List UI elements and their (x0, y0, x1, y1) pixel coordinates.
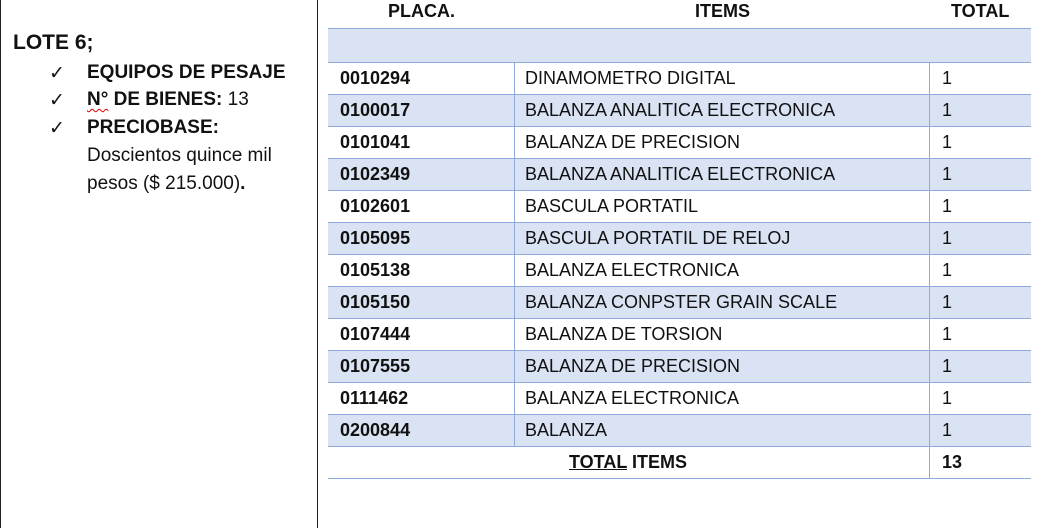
item-cell: BALANZA CONPSTER GRAIN SCALE (525, 292, 838, 312)
total-cell: 1 (942, 260, 953, 280)
total-cell: 1 (942, 356, 953, 376)
item-cell: BALANZA ANALITICA ELECTRONICA (525, 100, 836, 120)
column-separator (929, 447, 930, 478)
placa-cell: 0100017 (340, 100, 411, 120)
total-cell: 1 (942, 388, 953, 408)
column-separator (514, 319, 515, 350)
total-cell: 1 (942, 196, 953, 216)
item-cell: BASCULA PORTATIL (525, 196, 699, 216)
header-total: TOTAL (951, 1, 1010, 21)
precio-amount: pesos ($ 215.000) (87, 173, 241, 194)
checkmark-icon: ✓ (49, 63, 65, 84)
column-separator (929, 287, 930, 318)
placa-cell: 0105095 (340, 228, 411, 248)
table-row (328, 223, 1031, 255)
total-cell: 1 (942, 68, 953, 88)
item-cell: BASCULA PORTATIL DE RELOJ (525, 228, 791, 248)
table-row (328, 351, 1031, 383)
placa-cell: 0107555 (340, 356, 411, 376)
column-divider (317, 0, 318, 528)
placa-cell: 0105150 (340, 292, 411, 312)
table-row (328, 319, 1031, 351)
column-separator (929, 191, 930, 222)
column-separator (929, 127, 930, 158)
placa-cell: 0102349 (340, 164, 411, 184)
column-separator (929, 415, 930, 446)
table-total-row (328, 447, 1031, 479)
column-separator (929, 223, 930, 254)
column-separator (514, 383, 515, 414)
bienes-value: 13 (227, 89, 249, 110)
precio-line2 (87, 170, 245, 198)
total-cell: 1 (942, 292, 953, 312)
column-separator (929, 383, 930, 414)
item-cell: BALANZA DE PRECISION (525, 356, 741, 376)
total-items-label (569, 447, 687, 478)
item-cell: DINAMOMETRO DIGITAL (525, 68, 736, 88)
total-cell: 1 (942, 100, 953, 120)
total-cell: 1 (942, 228, 953, 248)
table-row (328, 415, 1031, 447)
checkmark-icon: ✓ (49, 118, 65, 139)
column-separator (514, 127, 515, 158)
column-separator (514, 63, 515, 94)
item-cell: BALANZA (525, 420, 608, 440)
column-separator (514, 159, 515, 190)
placa-cell: 0111462 (340, 388, 409, 408)
item-cell: BALANZA ELECTRONICA (525, 260, 740, 280)
lote-title: LOTE 6; (13, 31, 94, 54)
column-separator (514, 191, 515, 222)
precio-period: . (240, 173, 246, 194)
total-cell: 1 (942, 420, 953, 440)
column-separator (514, 415, 515, 446)
table-row (328, 191, 1031, 223)
bienes-label: DE BIENES: (108, 89, 223, 110)
table-body (328, 63, 1031, 447)
item-cell: BALANZA ANALITICA ELECTRONICA (525, 164, 836, 184)
column-separator (929, 351, 930, 382)
total-cell: 1 (942, 132, 953, 152)
placa-cell: 0102601 (340, 196, 411, 216)
table-row (328, 255, 1031, 287)
checkmark-icon: ✓ (49, 90, 65, 111)
total-cell: 1 (942, 164, 953, 184)
table-row (328, 287, 1031, 319)
header-band (328, 29, 1031, 63)
column-separator (514, 287, 515, 318)
bienes-label-n: N° (87, 89, 109, 110)
table-row (328, 95, 1031, 127)
item-cell: BALANZA DE TORSION (525, 324, 723, 344)
placa-cell: 0010294 (340, 68, 411, 88)
table-row (328, 63, 1031, 95)
items-table (328, 0, 1031, 479)
placa-cell: 0200844 (340, 420, 411, 440)
page-left-border (0, 0, 1, 528)
total-label-rest: ITEMS (627, 452, 688, 472)
table-row (328, 383, 1031, 415)
column-separator (929, 63, 930, 94)
table-header (328, 0, 1031, 29)
placa-cell: 0101041 (340, 132, 411, 152)
precio-label: PRECIOBASE: (87, 117, 219, 138)
precio-line1: Doscientos quince mil (87, 145, 272, 166)
table-row (328, 159, 1031, 191)
column-separator (514, 255, 515, 286)
column-separator (514, 95, 515, 126)
column-separator (929, 159, 930, 190)
equipos-text: EQUIPOS DE PESAJE (87, 62, 286, 83)
column-separator (929, 95, 930, 126)
total-items-value: 13 (942, 452, 963, 472)
item-cell: BALANZA DE PRECISION (525, 132, 741, 152)
header-placa: PLACA. (388, 1, 455, 21)
column-separator (514, 351, 515, 382)
item-cell: BALANZA ELECTRONICA (525, 388, 740, 408)
table-row (328, 127, 1031, 159)
total-label-underlined: TOTAL (569, 452, 627, 472)
placa-cell: 0107444 (340, 324, 411, 344)
placa-cell: 0105138 (340, 260, 411, 280)
column-separator (929, 319, 930, 350)
bienes-line (87, 86, 249, 114)
header-items: ITEMS (695, 1, 751, 21)
column-separator (514, 223, 515, 254)
total-cell: 1 (942, 324, 953, 344)
column-separator (929, 255, 930, 286)
